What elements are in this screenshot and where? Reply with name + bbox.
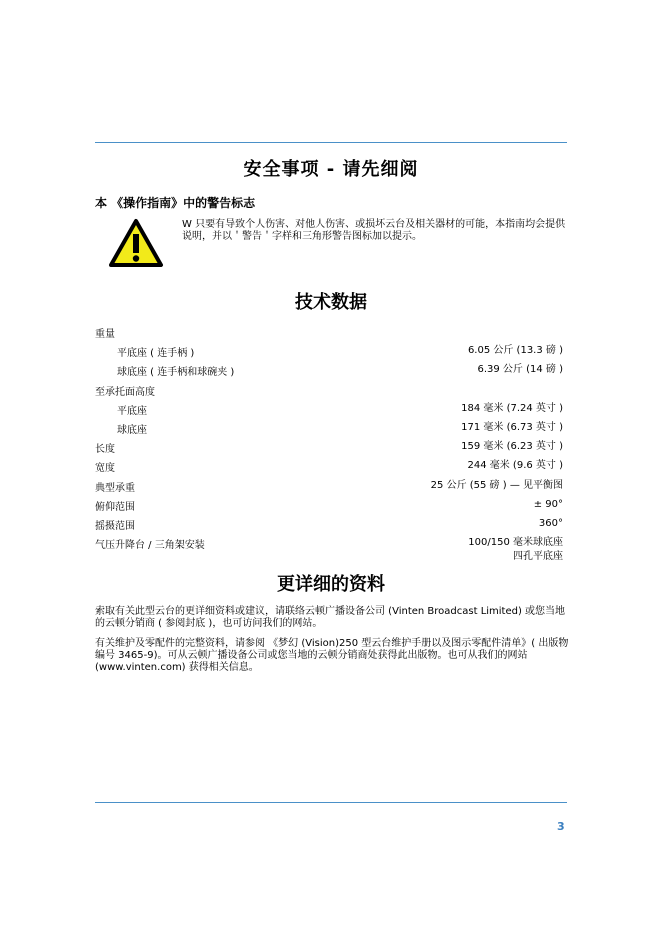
safety-title: 安全事项 - 请先细阅 xyxy=(243,159,419,180)
spec-label: 摇摄范围 xyxy=(95,521,135,532)
top-rule xyxy=(95,142,567,143)
spec-row xyxy=(95,402,567,416)
spec-label: 长度 xyxy=(95,444,115,456)
spec-label: 至承托面高度 xyxy=(95,386,155,398)
spec-label: 俯仰范围 xyxy=(95,501,135,513)
spec-row xyxy=(95,383,567,397)
more-info-paragraph-2: 有关维护及零配件的完整资料，请参阅 《梦幻 (Vision)250 型云台维护手册以及图示零配件清单》( 出版物编号 3465-9)。可从云顿广播设备公司或您当地的云顿分销商处获得此出版物。也可从我们的网站 (www.vinten.com) 获得相关信息。 xyxy=(95,638,569,673)
spec-row xyxy=(95,498,567,512)
tech-data-title: 技术数据 xyxy=(295,292,367,313)
more-info-title: 更详细的资料 xyxy=(277,574,385,595)
spec-label: 平底座 ( 连手柄 ) xyxy=(117,348,195,360)
spec-label: 气压升降台 / 三角架安装 xyxy=(95,540,205,552)
spec-value: 171 毫米 (6.73 英寸 ) xyxy=(461,422,563,433)
spec-label: 典型承重 xyxy=(95,482,135,494)
spec-row xyxy=(95,517,567,531)
spec-label: 球底座 ( 连手柄和球碗夹 ) xyxy=(117,367,235,379)
spec-row xyxy=(95,344,567,358)
spec-value: 25 公斤 (55 磅 ) — 见平衡图 xyxy=(430,479,563,491)
warning-text: W 只要有导致个人伤害、对他人伤害、或损坏云台及相关器材的可能，本指南均会提供说明，并以＇警告＇字样和三角形警告图标加以提示。 xyxy=(182,219,566,242)
spec-row xyxy=(95,421,567,435)
spec-value: 159 毫米 (6.23 英寸 ) xyxy=(461,441,563,453)
bottom-rule xyxy=(95,802,567,803)
spec-value: 四孔平底座 xyxy=(513,551,563,563)
warning-triangle-icon xyxy=(108,218,164,268)
spec-value: ± 90° xyxy=(533,498,563,510)
spec-value: 360° xyxy=(538,518,563,529)
spec-value: 100/150 毫米球底座 xyxy=(468,537,563,549)
spec-label: 宽度 xyxy=(95,463,115,475)
spec-row xyxy=(95,325,567,339)
spec-label: 重量 xyxy=(95,329,115,340)
spec-value: 6.39 公斤 (14 磅 ) xyxy=(477,364,563,376)
spec-row xyxy=(95,479,567,493)
spec-row xyxy=(95,440,567,454)
spec-value: 184 毫米 (7.24 英寸 ) xyxy=(461,402,563,414)
more-info-paragraph-1: 索取有关此型云台的更详细资料或建议，请联络云顿广播设备公司 (Vinten Broadcast Limited) 或您当地的云顿分销商 ( 参阅封底 )，也可访问我们的网站。 xyxy=(95,606,566,629)
spec-row xyxy=(95,459,567,473)
spec-value: 244 毫米 (9.6 英寸 ) xyxy=(467,460,563,472)
spec-label: 球底座 xyxy=(117,425,147,436)
spec-row xyxy=(95,363,567,377)
warning-heading: 本 《操作指南》中的警告标志 xyxy=(95,196,256,210)
page-number: 3 xyxy=(557,820,565,833)
spec-row xyxy=(95,536,567,563)
spec-value: 6.05 公斤 (13.3 磅 ) xyxy=(467,345,563,357)
spec-label: 平底座 xyxy=(117,405,147,417)
